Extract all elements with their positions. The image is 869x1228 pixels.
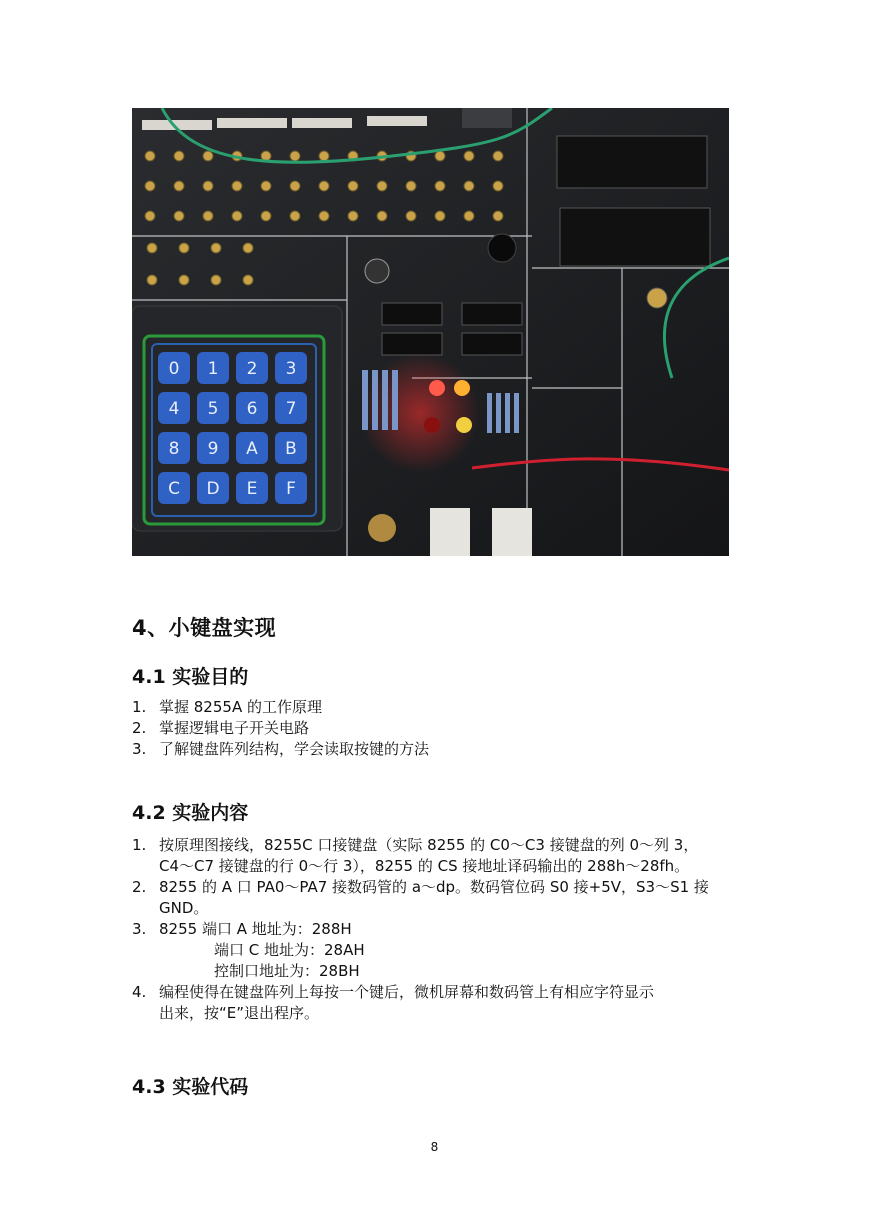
keypad-key-label: A [246, 439, 258, 459]
header-pin [203, 151, 213, 161]
header-pin [464, 181, 474, 191]
header-pin [435, 211, 445, 221]
keypad-key-label: 5 [207, 399, 219, 419]
keypad-key-label: D [206, 479, 220, 499]
keypad-key-label: F [286, 479, 296, 499]
subsection-title-4-1: 4.1 实验目的 [132, 666, 249, 688]
keypad-key-label: 4 [168, 399, 180, 419]
objectives-list [132, 697, 742, 760]
header-pin [319, 151, 329, 161]
header-pin [319, 181, 329, 191]
header-pin [203, 211, 213, 221]
header-pin [211, 243, 221, 253]
header-pin [377, 211, 387, 221]
header-pin [493, 151, 503, 161]
header-pin [232, 181, 242, 191]
keypad-key-label: 6 [246, 399, 258, 419]
keypad-key-label: B [285, 439, 297, 459]
content-list [132, 835, 742, 1024]
header-pin [174, 151, 184, 161]
keypad-key-label: E [246, 479, 258, 499]
header-pin [261, 211, 271, 221]
keypad-key-label: 1 [207, 359, 219, 379]
header-pin [348, 211, 358, 221]
header-pin [179, 275, 189, 285]
header-pin [377, 181, 387, 191]
header-pin [232, 211, 242, 221]
page-number: 8 [430, 1140, 439, 1154]
header-pin [435, 151, 445, 161]
header-pin [290, 181, 300, 191]
header-pin [261, 181, 271, 191]
subsection-title-4-3: 4.3 实验代码 [132, 1076, 249, 1098]
header-pin [319, 211, 329, 221]
header-pin [211, 275, 221, 285]
keypad-key-label: 9 [207, 439, 219, 459]
experiment-board-photo [132, 108, 729, 556]
header-pin [179, 243, 189, 253]
header-pin [348, 181, 358, 191]
list-item: 2. 8255 的 A 口 PA0～PA7 接数码管的 a～dp。数码管位码 S0 接+5V，S3～S1 接 GND。 [132, 878, 709, 917]
header-pin [174, 211, 184, 221]
keypad-key-label: 7 [285, 399, 297, 419]
keypad-key-label: 8 [168, 439, 180, 459]
subsection-title-4-2: 4.2 实验内容 [132, 802, 249, 824]
keypad-key-label: 2 [246, 359, 258, 379]
header-pin [464, 211, 474, 221]
header-pin [406, 181, 416, 191]
header-pin [174, 181, 184, 191]
header-pin [145, 211, 155, 221]
header-pin [290, 211, 300, 221]
header-pin [145, 181, 155, 191]
header-pin [243, 243, 253, 253]
list-item: 3. 8255 端口 A 地址为：288H 端口 C 地址为：28AH 控制口地址为：28BH [132, 920, 365, 980]
section-title: 4、小键盘实现 [132, 616, 277, 640]
list-item: 3. 了解键盘阵列结构，学会读取按键的方法 [132, 740, 430, 758]
header-pin [435, 181, 445, 191]
header-pin [493, 181, 503, 191]
header-pin [464, 151, 474, 161]
header-pin [147, 243, 157, 253]
header-pin [147, 275, 157, 285]
keypad-key-label: 3 [285, 359, 297, 379]
header-pin [145, 151, 155, 161]
header-pin [203, 181, 213, 191]
list-item: 2. 掌握逻辑电子开关电路 [132, 719, 310, 737]
header-pin [243, 275, 253, 285]
list-item: 1. 掌握 8255A 的工作原理 [132, 698, 322, 716]
header-pin [493, 211, 503, 221]
keypad-key-label: C [168, 479, 180, 499]
list-item: 1. 按原理图接线，8255C 口接键盘（实际 8255 的 C0～C3 接键盘的列 0～列 3， C4～C7 接键盘的行 0～行 3），8255 的 CS 接地址译码输出的 288h～28fh。 [132, 836, 699, 875]
list-item: 4. 编程使得在键盘阵列上每按一个键后，微机屏幕和数码管上有相应字符显示 出来，按“E”退出程序。 [132, 983, 655, 1022]
header-pin [290, 151, 300, 161]
keypad-key-label: 0 [168, 359, 180, 379]
header-pin [406, 211, 416, 221]
